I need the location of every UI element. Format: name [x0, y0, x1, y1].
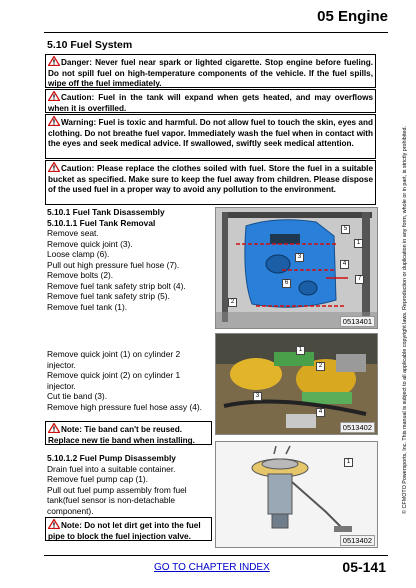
- tank-removal-text: [47, 207, 215, 312]
- note-text: Tie band can't be reused. Replace new tie band when installing.: [48, 425, 195, 445]
- caution-text: Please replace the clothes soiled with fuel. Store the fuel in a suitable bucket as specified. Make sure to keep the fuel away from children. Please dispose of the used fuel in a proper way to avoid any pollution to the environment.: [48, 164, 374, 195]
- step-item: Remove fuel tank safety strip (5).: [47, 291, 170, 301]
- note-text: Do not let dirt get into the fuel pipe to block the fuel injection valve.: [48, 521, 201, 541]
- step-item: injector.: [47, 359, 76, 370]
- callout-2: 2: [316, 362, 325, 371]
- step-item: injector.: [47, 380, 76, 391]
- injector-figure: [215, 333, 378, 435]
- step-item: Remove quick joint (1) on cylinder 2: [47, 349, 181, 359]
- copyright-notice: [400, 70, 410, 570]
- tank-disassembly-heading: 5.10.1 Fuel Tank Disassembly: [47, 207, 165, 217]
- step-item: component).: [47, 505, 94, 516]
- caution-box-overflow: [45, 89, 376, 113]
- pump-disassembly-heading: 5.10.1.2 Fuel Pump Disassembly: [47, 453, 176, 463]
- header-divider: [44, 32, 388, 33]
- fuel-tank-illustration: [216, 208, 377, 328]
- callout-3: 3: [295, 253, 304, 262]
- danger-label: Danger:: [61, 58, 92, 67]
- callout-5: 5: [341, 225, 350, 234]
- page-number: 05-141: [342, 559, 386, 575]
- step-item: Remove fuel tank (1).: [47, 301, 128, 312]
- figure-number: 0513402: [340, 535, 375, 546]
- note-label: Note:: [61, 521, 82, 530]
- step-item: Remove fuel tank safety strip bolt (4).: [47, 280, 186, 291]
- warning-triangle-icon: [48, 116, 60, 126]
- warning-label: Warning:: [61, 118, 97, 127]
- step-item: Loose clamp (6).: [47, 249, 110, 259]
- step-item: Pull out high pressure fuel hose (7).: [47, 259, 180, 270]
- tank-removal-heading: 5.10.1.1 Fuel Tank Removal: [47, 217, 156, 228]
- warning-triangle-icon: [48, 56, 60, 66]
- pump-disassembly-text: [47, 453, 215, 516]
- step-item: Remove quick joint (2) on cylinder 1: [47, 370, 181, 380]
- fuel-tank-figure: [215, 207, 378, 329]
- fuel-pump-figure: [215, 441, 378, 548]
- copyright-text: © CFMOTO Powersports, Inc. This manual is subject to all applicable copyright laws. Reproduction or duplication in any form, whole or in part, is strictly prohibited.: [402, 126, 408, 514]
- note-label: Note:: [61, 425, 82, 434]
- step-item: tank(fuel sensor is non-detachable: [47, 495, 176, 505]
- step-item: Pull out fuel pump assembly from fuel: [47, 484, 187, 495]
- quick-joint-text: [47, 349, 215, 412]
- chapter-title: 05 Engine: [317, 8, 388, 25]
- figure-number: 0513402: [340, 422, 375, 433]
- caution-text: Fuel in the tank will expand when gets heated, and may overflows when it is overfilled.: [48, 93, 373, 113]
- footer-divider: [44, 555, 388, 556]
- callout-1: 1: [296, 346, 305, 355]
- fuel-pipe-note: [45, 517, 212, 541]
- step-item: Remove quick joint (3).: [47, 238, 133, 249]
- warning-triangle-icon: [48, 91, 60, 101]
- tie-band-note: [45, 421, 212, 445]
- warning-text: Fuel is toxic and harmful. Do not allow fuel to touch the skin, eyes and clothing. Do not breathe fuel vapor. Immediately wash the fuel when in contact with the eyes and seek medical advice. If swallowed, swiftly seek medical attention.: [48, 118, 373, 149]
- danger-text: Never fuel near spark or lighted cigarette. Stop engine before fueling. Do not spill fuel on high-temperature components of the vehicle. If the fuel spills, wipe off the fuel immediately.: [48, 58, 373, 89]
- callout-2: 2: [228, 298, 237, 307]
- warning-triangle-icon: [48, 423, 60, 433]
- caution-box-clothes: [45, 160, 376, 205]
- step-item: Remove fuel pump cap (1).: [47, 474, 149, 484]
- callout-1: 1: [354, 239, 363, 248]
- step-item: Remove seat.: [47, 228, 99, 238]
- callout-3: 3: [253, 392, 262, 401]
- warning-triangle-icon: [48, 519, 60, 529]
- caution-label: Caution:: [61, 93, 95, 102]
- figure-number: 0513401: [340, 316, 375, 327]
- callout-7: 7: [355, 275, 364, 284]
- step-item: Cut tie band (3).: [47, 391, 108, 401]
- callout-1: 1: [344, 458, 353, 467]
- warning-box-toxic: [45, 114, 376, 159]
- callout-4: 4: [340, 260, 349, 269]
- step-item: Remove high pressure fuel hose assy (4).: [47, 401, 203, 412]
- warning-triangle-icon: [48, 162, 60, 172]
- callout-6: 6: [282, 279, 291, 288]
- danger-box: [45, 54, 376, 88]
- section-title: 5.10 Fuel System: [47, 39, 133, 51]
- step-item: Remove bolts (2).: [47, 270, 114, 280]
- caution-label: Caution:: [61, 164, 95, 173]
- callout-4: 4: [316, 408, 325, 417]
- step-item: Drain fuel into a suitable container.: [47, 463, 176, 474]
- chapter-index-link[interactable]: GO TO CHAPTER INDEX: [154, 562, 270, 573]
